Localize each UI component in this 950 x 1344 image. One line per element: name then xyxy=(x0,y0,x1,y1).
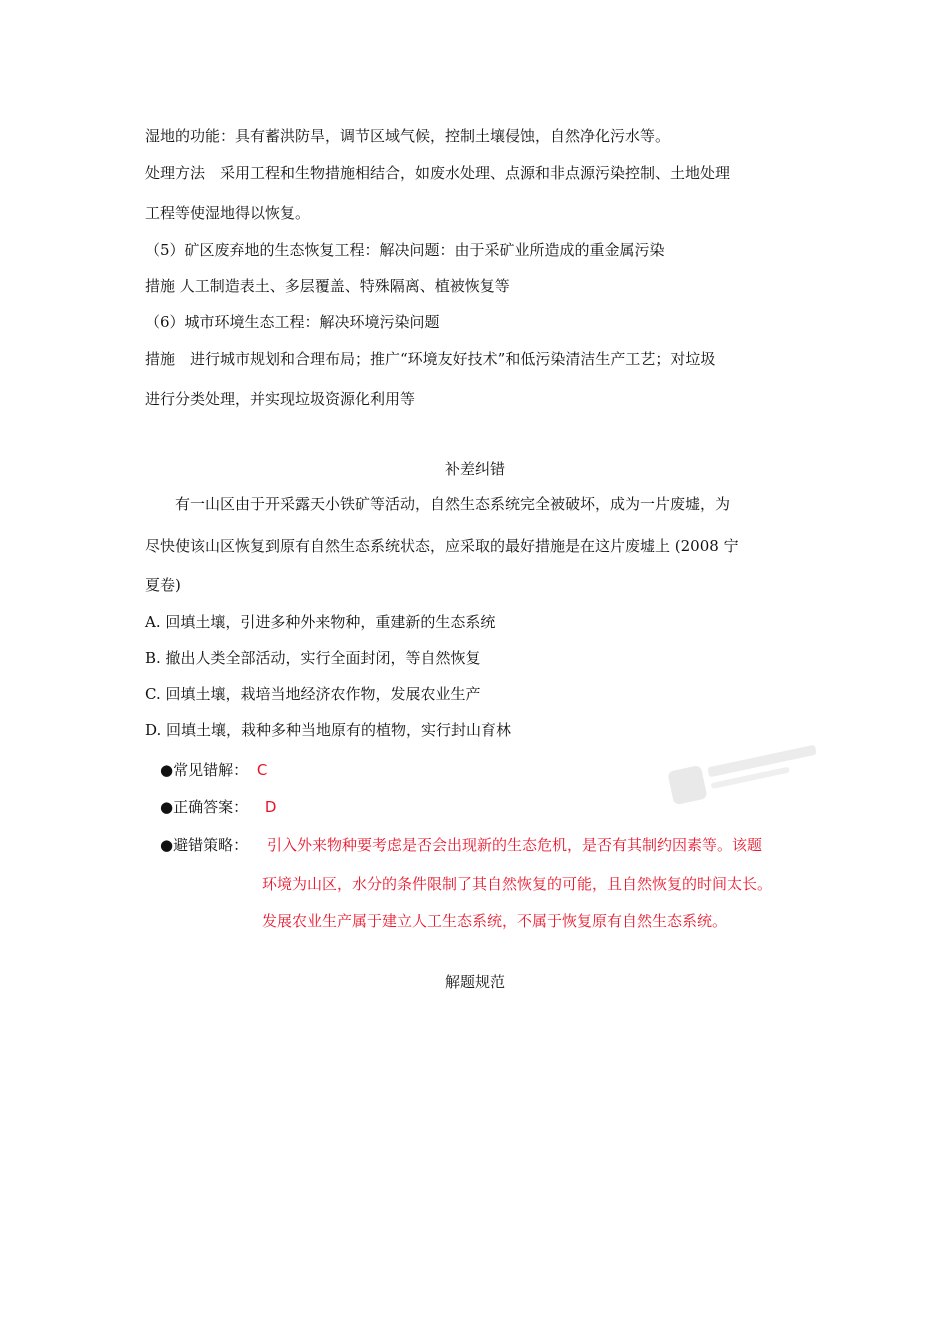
option-b: B. 撤出人类全部活动，实行全面封闭，等自然恢复 xyxy=(145,649,481,667)
option-c: C. 回填土壤，栽培当地经济农作物，发展农业生产 xyxy=(145,685,481,703)
strategy-label-row xyxy=(160,835,248,855)
correct-answer-label: ●正确答案： xyxy=(160,798,249,816)
text-line: 进行分类处理，并实现垃圾资源化利用等 xyxy=(145,390,416,408)
section-heading: 解题规范 xyxy=(444,973,505,991)
strategy-line: 引入外来物种要考虑是否会出现新的生态危机，是否有其制约因素等。该题 xyxy=(267,836,763,854)
common-error-row xyxy=(160,760,267,780)
text-line: 工程等使湿地得以恢复。 xyxy=(145,204,311,222)
question-text: 有一山区由于开采露天小铁矿等活动，自然生态系统完全被破坏，成为一片废墟，为 xyxy=(175,495,731,513)
watermark-logo xyxy=(636,729,834,827)
common-error-label: ●常见错解： xyxy=(160,761,249,779)
option-a: A. 回填土壤，引进多种外来物种，重建新的生态系统 xyxy=(145,613,496,631)
strategy-line: 发展农业生产属于建立人工生态系统，不属于恢复原有自然生态系统。 xyxy=(262,912,728,930)
section-heading: 补差纠错 xyxy=(444,460,505,478)
text-line: （5）矿区废弃地的生态恢复工程：解决问题：由于采矿业所造成的重金属污染 xyxy=(145,241,665,259)
text-line: 措施 进行城市规划和合理布局；推广“环境友好技术”和低污染清洁生产工艺；对垃圾 xyxy=(145,350,716,368)
text-line: 处理方法 采用工程和生物措施相结合，如废水处理、点源和非点源污染控制、土地处理 xyxy=(145,164,731,182)
correct-answer-value: D xyxy=(264,798,277,816)
strategy-label: ●避错策略： xyxy=(160,836,249,854)
option-d: D. 回填土壤，栽种多种当地原有的植物，实行封山育林 xyxy=(145,721,512,739)
common-error-value: C xyxy=(256,761,268,779)
correct-answer-row xyxy=(160,797,276,817)
question-text: 尽快使该山区恢复到原有自然生态系统状态，应采取的最好措施是在这片废墟上 (2008 宁 xyxy=(145,537,739,555)
strategy-line: 环境为山区，水分的条件限制了其自然恢复的可能，且自然恢复的时间太长。 xyxy=(262,875,773,893)
text-line: （6）城市环境生态工程：解决环境污染问题 xyxy=(145,313,440,331)
question-text: 夏卷) xyxy=(145,576,181,594)
text-line: 湿地的功能：具有蓄洪防旱，调节区域气候，控制土壤侵蚀，自然净化污水等。 xyxy=(145,127,671,145)
text-line: 措施 人工制造表土、多层覆盖、特殊隔离、植被恢复等 xyxy=(145,277,510,295)
